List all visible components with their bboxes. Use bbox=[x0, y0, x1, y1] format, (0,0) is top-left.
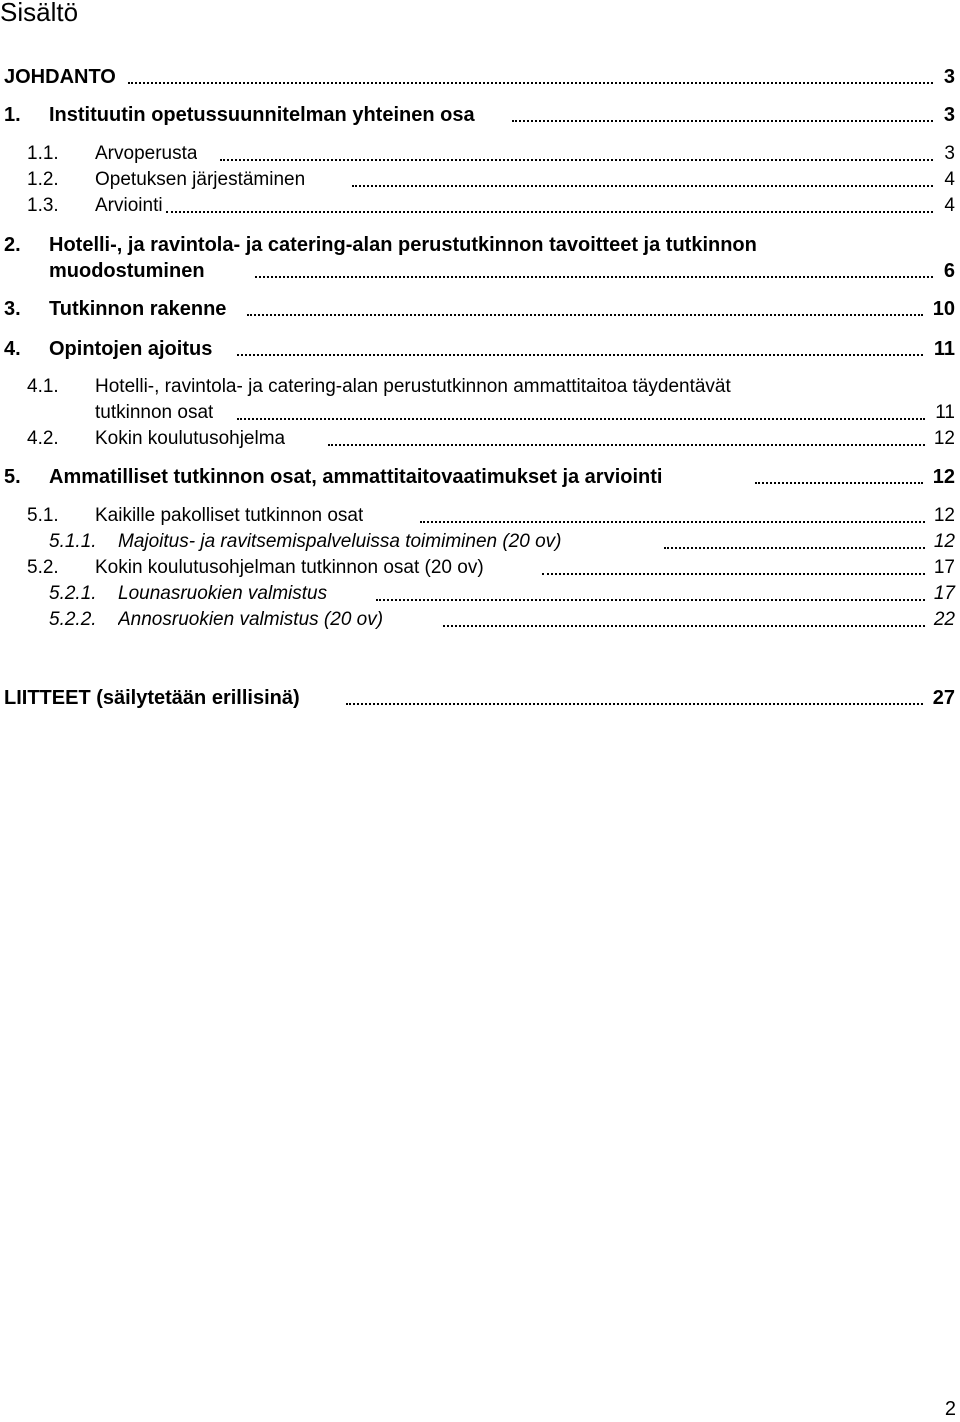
toc-entry-label: Kokin koulutusohjelma bbox=[95, 426, 285, 452]
toc-entry-label: Lounasruokien valmistus bbox=[118, 581, 327, 607]
toc-entry-page: 11 bbox=[933, 338, 955, 360]
toc-entry-label: Opetuksen järjestäminen bbox=[95, 167, 305, 193]
toc-entry-number: 5.2. bbox=[27, 555, 59, 581]
toc-entry-5[interactable] bbox=[0, 464, 955, 490]
toc-entry-liitteet[interactable] bbox=[0, 685, 955, 711]
toc-leader bbox=[346, 703, 923, 705]
toc-entry-page: 12 bbox=[932, 503, 955, 529]
toc-entry-number: 3. bbox=[4, 298, 21, 320]
toc-entry-label: Kokin koulutusohjelman tutkinnon osat (20 ov) bbox=[95, 555, 484, 581]
toc-entry-label: Arviointi bbox=[95, 193, 163, 219]
toc-entry-page: 6 bbox=[943, 260, 955, 282]
toc-entry-4-2[interactable] bbox=[0, 426, 955, 452]
toc-entry-number: 1.1. bbox=[27, 141, 59, 167]
toc-entry-4[interactable] bbox=[0, 336, 955, 362]
toc-entry-page: 3 bbox=[942, 141, 955, 167]
toc-leader bbox=[664, 547, 925, 549]
toc-entry-page: 11 bbox=[933, 400, 955, 426]
toc-leader bbox=[237, 354, 923, 356]
toc-leader bbox=[255, 276, 933, 278]
toc-entry-label: Arvoperusta bbox=[95, 141, 197, 167]
toc-entry-label: Opintojen ajoitus bbox=[49, 338, 213, 360]
toc-entry-number: 1. bbox=[4, 104, 21, 126]
toc-entry-label: Kaikille pakolliset tutkinnon osat bbox=[95, 503, 363, 529]
toc-entry-label-line1: Hotelli-, ravintola- ja catering-alan perustutkinnon ammattitaitoa täydentävät bbox=[95, 376, 731, 397]
toc-entry-page: 17 bbox=[932, 555, 955, 581]
toc-leader bbox=[128, 82, 933, 84]
toc-entry-label: Annosruokien valmistus (20 ov) bbox=[118, 607, 383, 633]
toc-leader bbox=[542, 573, 925, 575]
toc-leader bbox=[512, 120, 933, 122]
toc-entry-number: 1.2. bbox=[27, 167, 59, 193]
toc-entry-number: 2. bbox=[4, 234, 21, 256]
toc-entry-page: 4 bbox=[942, 193, 955, 219]
toc-entry-label-line2: muodostuminen bbox=[49, 260, 205, 282]
toc-entry-number: 4. bbox=[4, 338, 21, 360]
toc-entry-number: 4.1. bbox=[27, 376, 59, 397]
toc-entry-page: 4 bbox=[942, 167, 955, 193]
toc-entry-1-2[interactable] bbox=[0, 167, 955, 193]
toc-entry-5-1[interactable] bbox=[0, 503, 955, 529]
toc-entry-label: JOHDANTO bbox=[4, 66, 116, 88]
toc-entry-number: 5.1. bbox=[27, 503, 59, 529]
toc-entry-label: Majoitus- ja ravitsemispalveluissa toimiminen (20 ov) bbox=[118, 529, 562, 555]
toc-entry-number: 5.2.2. bbox=[49, 607, 97, 633]
toc-leader bbox=[352, 185, 933, 187]
toc-entry-page: 12 bbox=[932, 426, 955, 452]
page-title: Sisältö bbox=[0, 0, 79, 27]
toc-entry-label: Tutkinnon rakenne bbox=[49, 298, 227, 320]
toc-leader bbox=[420, 521, 925, 523]
toc-entry-page: 17 bbox=[932, 581, 955, 607]
toc-entry-johdanto[interactable] bbox=[0, 64, 955, 90]
toc-entry-number: 5.2.1. bbox=[49, 581, 97, 607]
toc-entry-5-2-2[interactable] bbox=[0, 607, 955, 633]
toc-entry-3[interactable] bbox=[0, 296, 955, 322]
toc-entry-page: 12 bbox=[932, 466, 955, 488]
toc-entry-number: 5.1.1. bbox=[49, 529, 97, 555]
toc-entry-page: 22 bbox=[932, 607, 955, 633]
toc-leader bbox=[376, 599, 925, 601]
toc-leader bbox=[237, 418, 925, 420]
toc-entry-number: 5. bbox=[4, 466, 21, 488]
toc-entry-number: 4.2. bbox=[27, 426, 59, 452]
toc-entry-5-1-1[interactable] bbox=[0, 529, 955, 555]
toc-entry-5-2[interactable] bbox=[0, 555, 955, 581]
toc-entry-page: 10 bbox=[932, 298, 955, 320]
toc-entry-label: LIITTEET (säilytetään erillisinä) bbox=[4, 687, 300, 709]
toc-leader bbox=[443, 625, 925, 627]
toc-entry-page: 3 bbox=[943, 66, 955, 88]
toc-leader bbox=[247, 314, 923, 316]
toc-entry-1-1[interactable] bbox=[0, 141, 955, 167]
toc-leader bbox=[166, 211, 933, 213]
toc-leader bbox=[220, 159, 933, 161]
toc-entry-label-line1: Hotelli-, ja ravintola- ja catering-alan perustutkinnon tavoitteet ja tutkinnon bbox=[49, 234, 757, 256]
toc-entry-label-line2: tutkinnon osat bbox=[95, 400, 213, 426]
toc-entry-5-2-1[interactable] bbox=[0, 581, 955, 607]
toc-entry-page: 27 bbox=[932, 687, 955, 709]
page-number: 2 bbox=[944, 1398, 956, 1420]
toc-entry-label: Instituutin opetussuunnitelman yhteinen osa bbox=[49, 104, 475, 126]
toc-leader bbox=[328, 444, 925, 446]
toc-entry-page: 12 bbox=[932, 529, 955, 555]
toc-entry-label: Ammatilliset tutkinnon osat, ammattitaitovaatimukset ja arviointi bbox=[49, 466, 663, 488]
toc-entry-page: 3 bbox=[943, 104, 955, 126]
toc-entry-1[interactable] bbox=[0, 102, 955, 128]
toc-leader bbox=[755, 482, 923, 484]
toc-entry-number: 1.3. bbox=[27, 193, 59, 219]
toc-entry-1-3[interactable] bbox=[0, 193, 955, 219]
